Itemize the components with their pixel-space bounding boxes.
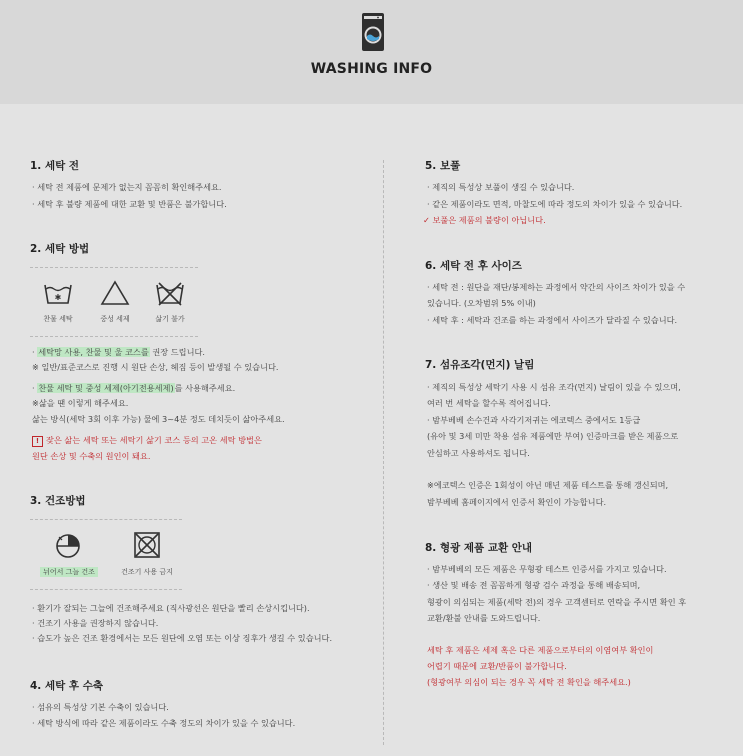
section-3-line: · 환기가 잘되는 그늘에 건조해주세요 (직사광선은 원단을 빨리 손상시킵니다).: [32, 603, 310, 613]
section-1-line: · 세탁 전 제품에 문제가 없는지 꼼꼼히 확인해주세요.: [32, 182, 222, 192]
divider: [30, 336, 198, 337]
no-boiling-icon: [155, 281, 185, 307]
warning-line: 원단 손상 및 수축의 원인이 돼요.: [32, 451, 151, 461]
section-7-line: · 제직의 특성상 세탁기 사용 시 섬유 조각(먼지) 날림이 있을 수 있으며,: [427, 382, 681, 392]
section-5-line: · 같은 제품이라도 면적, 마찰도에 따라 정도의 차이가 있을 수 있습니다.: [427, 199, 683, 209]
section-8-line: 교환/환불 안내를 도와드립니다.: [427, 613, 541, 623]
header: [0, 0, 743, 104]
section-4-line: · 섬유의 특성상 기본 수축이 있습니다.: [32, 702, 169, 712]
section-1-heading: 1. 세탁 전: [30, 160, 80, 172]
section-2-line: ※삶을 땐 이렇게 해주세요.: [32, 398, 129, 408]
section-8-notice: (형광여부 의심이 되는 경우 꼭 세탁 전 확인을 해주세요.): [427, 677, 631, 687]
section-3-line: · 습도가 높은 건조 환경에서는 모든 원단에 오염 또는 이상 징후가 생길 수 있습니다.: [32, 633, 333, 643]
section-7-line: 여러 번 세탁을 할수록 적어집니다.: [427, 398, 551, 408]
section-8-notice: 어렵기 때문에 교환/반품이 불가합니다.: [427, 661, 567, 671]
section-7-line: · 밤부베베 손수건과 사각기저귀는 에코텍스 중에서도 1등급: [427, 415, 641, 425]
section-5-note: ✓ 보풀은 제품의 불량이 아닙니다.: [423, 215, 546, 225]
shade-dry-icon: [53, 531, 83, 561]
section-2-line: · 세탁망 사용, 찬물 및 울 코스를 권장 드립니다.: [32, 347, 206, 357]
page-title: WASHING INFO: [310, 61, 433, 77]
section-4-heading: 4. 세탁 후 수축: [30, 680, 103, 692]
section-6-line: 있습니다. (오차범위 5% 이내): [427, 298, 536, 308]
section-8-line: · 생산 및 배송 전 꼼꼼하게 형광 검수 과정을 통해 배송되며,: [427, 580, 641, 590]
no-tumble-dry-icon: [133, 531, 161, 559]
warning-icon: !: [32, 436, 43, 447]
neutral-detergent-caption: 중성 세제: [100, 315, 130, 323]
section-8-heading: 8. 형광 제품 교환 안내: [425, 542, 533, 554]
divider: [30, 519, 182, 520]
section-7-line: ※에코텍스 인증은 1회성이 아닌 매년 제품 테스트를 통해 갱신되며,: [427, 480, 669, 490]
no-boiling-caption: 삶기 불가: [155, 315, 185, 323]
hand-wash-icon: [43, 281, 73, 307]
section-8-line: 형광이 의심되는 제품(세탁 전)의 경우 고객센터로 연락을 주시면 확인 후: [427, 597, 687, 607]
hand-wash-caption: 찬물 세탁: [43, 315, 73, 323]
section-1-line: · 세탁 후 불량 제품에 대한 교환 및 반품은 불가합니다.: [32, 199, 227, 209]
washing-machine-icon: [361, 12, 385, 52]
section-3-line: · 건조기 사용을 권장하지 않습니다.: [32, 618, 159, 628]
section-3-heading: 3. 건조방법: [30, 495, 86, 507]
section-5-line: · 제직의 특성상 보풀이 생길 수 있습니다.: [427, 182, 575, 192]
shade-dry-caption: 뉘어서 그늘 건조: [34, 567, 104, 577]
section-8-line: · 밤부베베의 모든 제품은 무형광 테스트 인증서를 가지고 있습니다.: [427, 564, 667, 574]
no-tumble-dry-caption: 건조기 사용 금지: [121, 568, 173, 576]
divider: [30, 589, 182, 590]
section-2-line: 삶는 방식(세탁 3회 이후 가능) 물에 3~4분 정도 데치듯이 삶아주세요.: [32, 414, 285, 424]
warning-line: ! 잦은 삶는 세탁 또는 세탁기 삶기 코스 등의 고온 세탁 방법은: [32, 434, 262, 447]
column-divider: [383, 160, 384, 745]
section-7-line: 밤부베베 홈페이지에서 인증서 확인이 가능합니다.: [427, 497, 607, 507]
section-6-line: · 세탁 후 : 세탁과 건조를 하는 과정에서 사이즈가 달라질 수 있습니다.: [427, 315, 678, 325]
section-7-heading: 7. 섬유조각(먼지) 날림: [425, 359, 535, 371]
section-7-line: (유아 및 3세 미만 착용 섬유 제품에만 부여) 인증마크를 받은 제품으로: [427, 431, 679, 441]
section-8-notice: 세탁 후 제품은 세제 혹은 다른 제품으로부터의 이염여부 확인이: [427, 645, 654, 655]
section-5-heading: 5. 보풀: [425, 160, 461, 172]
section-2-heading: 2. 세탁 방법: [30, 243, 90, 255]
section-6-heading: 6. 세탁 전 후 사이즈: [425, 260, 522, 272]
neutral-detergent-icon: [100, 280, 130, 306]
section-7-line: 안심하고 사용하셔도 됩니다.: [427, 448, 530, 458]
section-6-line: · 세탁 전 : 원단을 재단/봉제하는 과정에서 약간의 사이즈 차이가 있을 수: [427, 282, 686, 292]
section-2-line: · 찬물 세탁 및 중성 세제(아기전용세제)를 사용해주세요.: [32, 383, 236, 393]
divider: [30, 267, 198, 268]
section-4-line: · 세탁 방식에 따라 같은 제품이라도 수축 정도의 차이가 있을 수 있습니다.: [32, 718, 296, 728]
section-2-line: ※ 일반/표준코스로 진행 시 원단 손상, 헤짐 등이 발생될 수 있습니다.: [32, 362, 279, 372]
svg-text:✱: ✱: [54, 293, 62, 302]
